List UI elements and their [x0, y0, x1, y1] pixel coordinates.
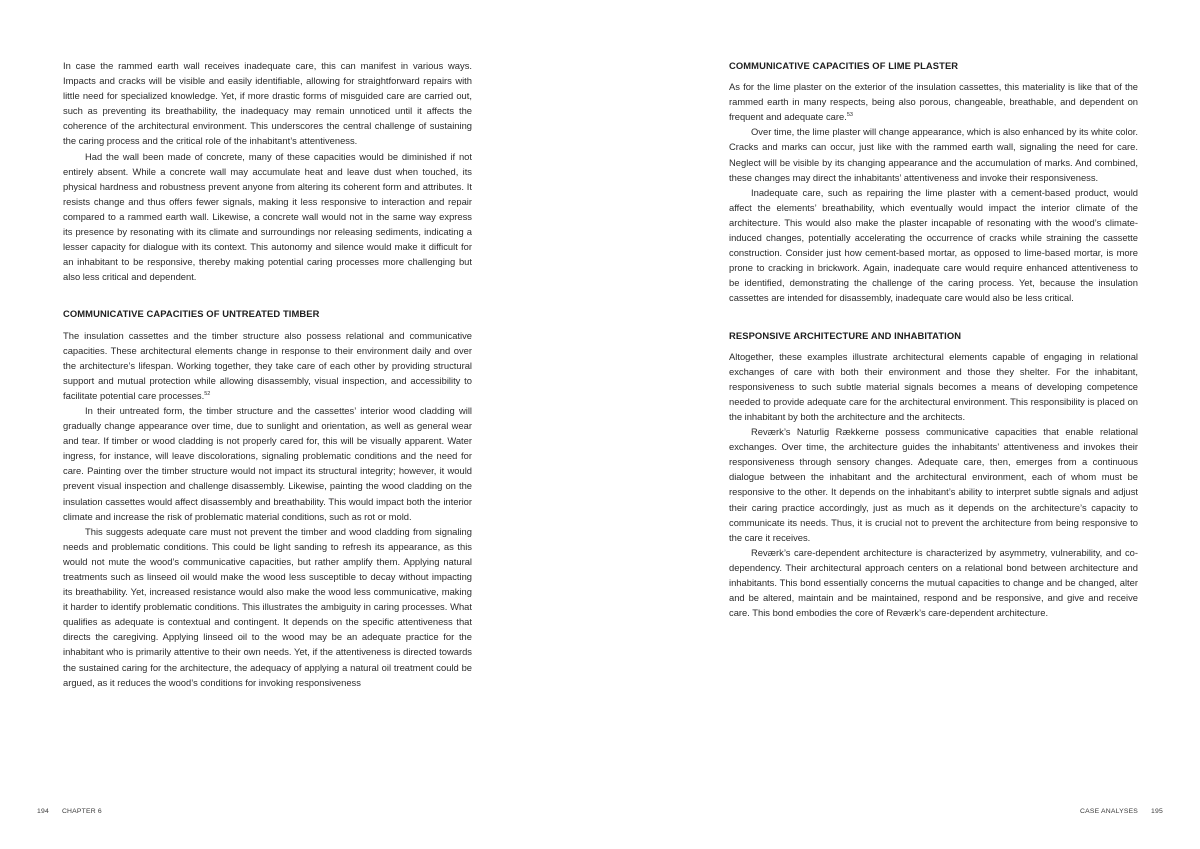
- right-running-head: CASE ANALYSES: [1080, 808, 1139, 815]
- left-running-head: CHAPTER 6: [61, 808, 102, 815]
- right-page-number: 195: [1151, 808, 1163, 815]
- right-paragraph-3: Inadequate care, such as repairing the lime plaster with a cement-based product, would affect the elements’ breathability, which eventually would impact the interior climate of the architecture. This would also make the plaster incapable of resonating with the wood’s climate-induced changes, potentially accelerating the occurrence of cracks while straining the cassette construction. Consider just how cement-based mortar, as opposed to lime-based mortar, is more prone to cracking in brickwork. Again, inadequate care would require enhanced attentiveness to be identified, demonstrating the challenge of the caring process. Yet, because the insulation cassettes are intended for disassembly, inadequate care would also be less critical.: [729, 186, 1138, 304]
- left-paragraph-4: In their untreated form, the timber structure and the cassettes’ interior wood cladding will gradually change appearance over time, due to sunlight and orientation, as well as general wear and tear. If timber or wood cladding is not properly cared for, this will be visually apparent. Water ingress, for instance, will leave discolorations, signaling problematic conditions and the need for care. Painting over the timber structure would not impact its structural integrity; however, it would prevent visual inspection and challenge disassembly. Likewise, painting the wood cladding on the insulation cassettes would affect disassembly and breathability. This would impact both the interior climate and increase the risk of problematic material conditions, such as rot or mold.: [63, 404, 472, 522]
- left-paragraph-2: Had the wall been made of concrete, many of these capacities would be diminished if not entirely absent. While a concrete wall may accumulate heat and leave dust when touched, its physical hardness and robustness prevent anyone from altering its coherent form and attributes. It resists change and thus offers fewer signals, making it less responsive to interaction and repair compared to a rammed earth wall. Likewise, a concrete wall would not in the same way express its presence by resonating with its climate and surroundings nor releasing sediments, indicating a lesser capacity for dialogue with its context. This autonomy and silence would make it difficult for an inhabitant to be responsive, thereby making potential caring processes more challenging but also less critical and dependent.: [63, 150, 472, 283]
- right-paragraph-1: [729, 79, 1138, 124]
- left-paragraph-5: This suggests adequate care must not prevent the timber and wood cladding from signaling needs and problematic conditions. This could be light sanding to refresh its appearance, as this would not mute the wood’s communicative capacities, but rather amplify them. Applying natural treatments such as linseed oil would make the wood less susceptible to decay without impacting its breathability. Yet, increased resistance would also make the wood less communicative, making it harder to identify problematic conditions. This illustrates the ambiguity in caring processes. What qualifies as adequate is contextual and contingent. It depends on the specific attentiveness that directs the caregiving. Applying linseed oil to the wood may be an adequate practice for the inhabitant who is primarily attentive to their own needs. Yet, if the attentiveness is directed towards the sustained caring for the architecture, the adequacy of applying a natural oil treatment could be argued, as it reduces the wood’s conditions for invoking responsiveness: [63, 525, 472, 688]
- left-paragraph-3: [63, 328, 472, 403]
- right-page-footer: [1080, 808, 1163, 815]
- left-page-footer: [37, 808, 102, 815]
- right-paragraph-6: Reværk’s care-dependent architecture is characterized by asymmetry, vulnerability, and co-dependency. Their architectural approach centers on a relational bond between architecture and inhabitants. This bond essentially concerns the mutual capacities to change and be changed, alter and be altered, maintain and be maintained, respond and be responsive, and give and receive care. This bond embodies the core of Reværk’s care-dependent architecture.: [729, 546, 1138, 619]
- right-paragraph-2: Over time, the lime plaster will change appearance, which is also enhanced by its white color. Cracks and marks can occur, just like with the rammed earth wall, signaling the need for care. Neglect will be visible by its changing appearance and the accumulation of marks. And combined, these changes may direct the inhabitants’ attentiveness and invoke their responsiveness.: [729, 126, 1138, 183]
- right-paragraph-5: Reværk’s Naturlig Rækkerne possess communicative capacities that enable relational exchanges. Over time, the architecture guides the inhabitants’ attentiveness and invokes their responsiveness through sensory changes. Adequate care, then, emerges from a continuous dialogue between the inhabitant and the architectural environment, each of whom must be responsive to the other. It depends on the inhabitant’s ability to interpret subtle signals and adjust their caring practice accordingly, just as much as it depends on the architecture’s capacity to communicate its needs. Thus, it is crucial not to prevent the architecture from being responsive to the care it receives.: [729, 426, 1138, 543]
- left-paragraph-3-text: The insulation cassettes and the timber structure also possess relational and communicative capacities. These architectural elements change in response to their environment daily and over the architecture’s lifespan. Working together, they take care of each other by providing structural support and mutual protection while allowing disassembly, visual inspection, and accessibility to facilitate potential care processes.: [63, 329, 472, 401]
- footnote-ref-53: 53: [846, 112, 853, 119]
- right-paragraph-4: Altogether, these examples illustrate architectural elements capable of engaging in relational exchanges of care with both their environment and those they shelter. For the inhabitant, responsiveness to such subtle material signals becomes a means of developing competence needed to provide adequate care for the architectural environment. This responsibility is placed on the inhabitant by both the architecture and the architects.: [729, 350, 1138, 422]
- right-page-column: [729, 58, 1138, 620]
- footnote-ref-52: 52: [204, 390, 211, 397]
- right-paragraph-1-text: As for the lime plaster on the exterior of the insulation cassettes, this materiality is like that of the rammed earth in many respects, being also porous, changeable, breathable, and dependent on frequent and adequate care.: [729, 81, 1138, 123]
- left-paragraph-1: In case the rammed earth wall receives inadequate care, this can manifest in various ways. Impacts and cracks will be visible and easily identifiable, allowing for straightforward repairs with little need for specialized knowledge. Yet, if more drastic forms of misguided care are carried out, such as preventing its breathability, the inadequacy may remain unnoticed until it affects the coherence of the architectural environment. This underscores the central challenge of sustaining the caring process and the critical role of the inhabitant’s attentiveness.: [63, 60, 472, 147]
- left-page-number: 194: [37, 808, 49, 815]
- left-page-column: [63, 58, 472, 690]
- section-heading-lime-plaster: COMMUNICATIVE CAPACITIES OF LIME PLASTER: [729, 60, 959, 71]
- section-heading-responsive-architecture: RESPONSIVE ARCHITECTURE AND INHABITATION: [729, 329, 962, 341]
- section-heading-untreated-timber: COMMUNICATIVE CAPACITIES OF UNTREATED TIMBER: [63, 308, 320, 320]
